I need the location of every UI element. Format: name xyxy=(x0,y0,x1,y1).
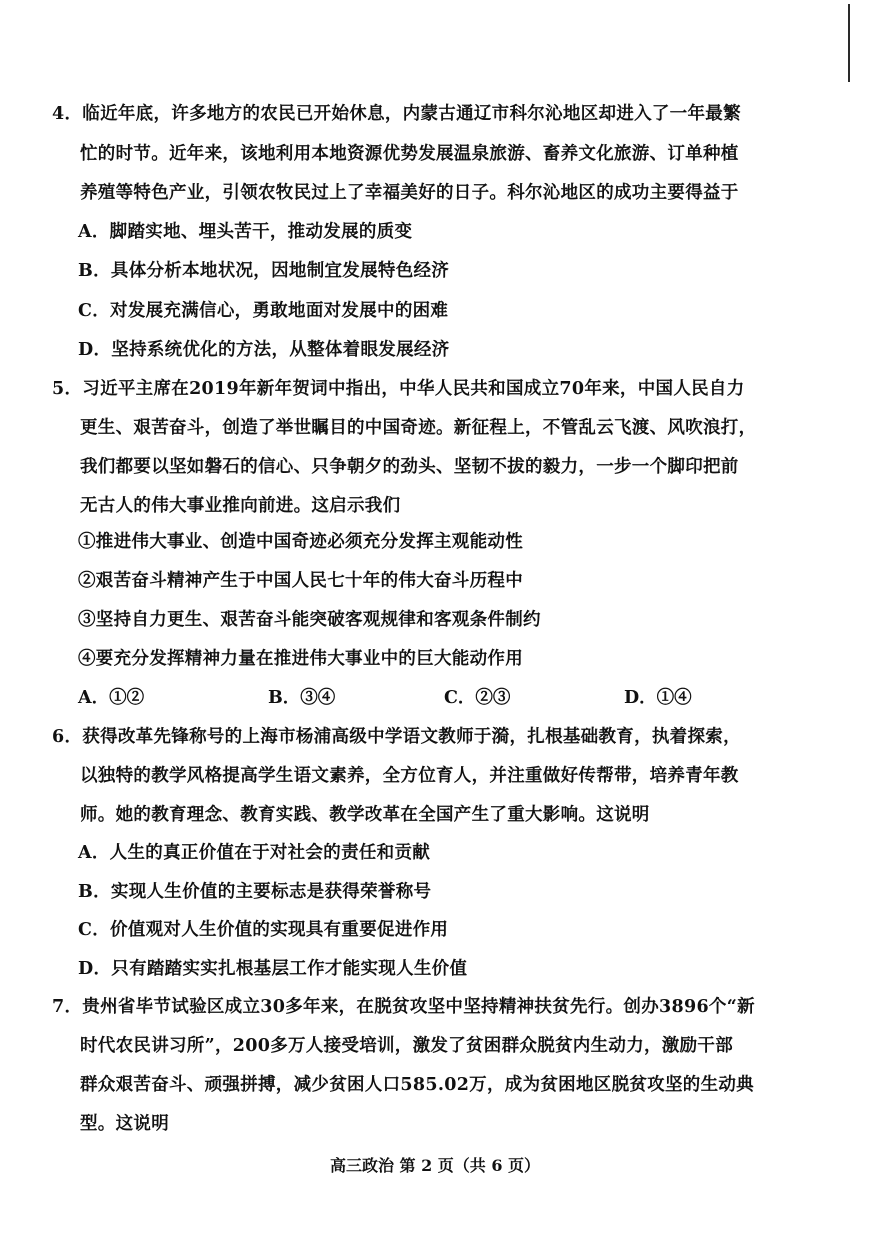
question-4-option-c: C．对发展充满信心，勇敢地面对发展中的困难 xyxy=(78,301,449,321)
question-5-stem-line-4: 无古人的伟大事业推向前进。这启示我们 xyxy=(80,496,401,516)
question-5-statement-3: ③坚持自力更生、艰苦奋斗能突破客观规律和客观条件制约 xyxy=(78,610,541,630)
question-5-choice-a: A．①② xyxy=(78,688,145,708)
question-4-stem-line-2: 忙的时节。近年来，该地利用本地资源优势发展温泉旅游、畜养文化旅游、订单种植 xyxy=(80,144,739,164)
question-4-stem-line-3: 养殖等特色产业，引领农牧民过上了幸福美好的日子。科尔沁地区的成功主要得益于 xyxy=(80,183,739,203)
question-6-stem-line-2: 以独特的教学风格提高学生语文素养，全方位育人，并注重做好传帮带，培养青年教 xyxy=(80,766,739,786)
question-5-choice-c: C．②③ xyxy=(444,688,511,708)
question-7-stem-line-1: 7．贵州省毕节试验区成立30多年来，在脱贫攻坚中坚持精神扶贫先行。创办3896个“新 xyxy=(52,997,755,1017)
question-5-statement-2: ②艰苦奋斗精神产生于中国人民七十年的伟大奋斗历程中 xyxy=(78,571,523,591)
question-5-statement-4: ④要充分发挥精神力量在推进伟大事业中的巨大能动作用 xyxy=(78,649,523,669)
question-6-option-d: D．只有踏踏实实扎根基层工作才能实现人生价值 xyxy=(78,959,468,979)
question-7-stem-line-3: 群众艰苦奋斗、顽强拼搏，减少贫困人口585.02万，成为贫困地区脱贫攻坚的生动典 xyxy=(80,1075,754,1095)
question-6-option-b: B．实现人生价值的主要标志是获得荣誉称号 xyxy=(78,882,432,902)
question-4-option-b: B．具体分析本地状况，因地制宜发展特色经济 xyxy=(78,261,450,281)
question-5-statement-1: ①推进伟大事业、创造中国奇迹必须充分发挥主观能动性 xyxy=(78,532,523,552)
question-5-stem-line-3: 我们都要以坚如磐石的信心、只争朝夕的劲头、坚韧不拔的毅力，一步一个脚印把前 xyxy=(80,457,739,477)
question-4-option-a: A．脚踏实地、埋头苦干，推动发展的质变 xyxy=(78,222,413,242)
page-footer: 高三政治 第 2 页（共 6 页） xyxy=(329,1156,541,1175)
question-4-stem-line-1: 4．临近年底，许多地方的农民已开始休息，内蒙古通辽市科尔沁地区却进入了一年最繁 xyxy=(52,104,741,124)
question-5-stem-line-2: 更生、艰苦奋斗，创造了举世瞩目的中国奇迹。新征程上，不管乱云飞渡、风吹浪打， xyxy=(80,418,757,438)
question-7-stem-line-4: 型。这说明 xyxy=(80,1114,169,1134)
question-6-option-a: A．人生的真正价值在于对社会的责任和贡献 xyxy=(78,843,431,863)
question-6-stem-line-3: 师。她的教育理念、教育实践、教学改革在全国产生了重大影响。这说明 xyxy=(80,805,650,825)
question-5-choice-d: D．①④ xyxy=(624,688,692,708)
question-7-stem-line-2: 时代农民讲习所”，200多万人接受培训，激发了贫困群众脱贫内生动力，激励干部 xyxy=(80,1036,733,1056)
question-6-stem-line-1: 6．获得改革先锋称号的上海市杨浦高级中学语文教师于漪，扎根基础教育，执着探索， xyxy=(52,727,741,747)
scan-edge-line xyxy=(848,4,850,82)
question-4-option-d: D．坚持系统优化的方法，从整体着眼发展经济 xyxy=(78,340,450,360)
question-5-choice-b: B．③④ xyxy=(268,688,336,708)
question-5-stem-line-1: 5．习近平主席在2019年新年贺词中指出，中华人民共和国成立70年来，中国人民自力 xyxy=(52,379,745,399)
question-6-option-c: C．价值观对人生价值的实现具有重要促进作用 xyxy=(78,920,449,940)
